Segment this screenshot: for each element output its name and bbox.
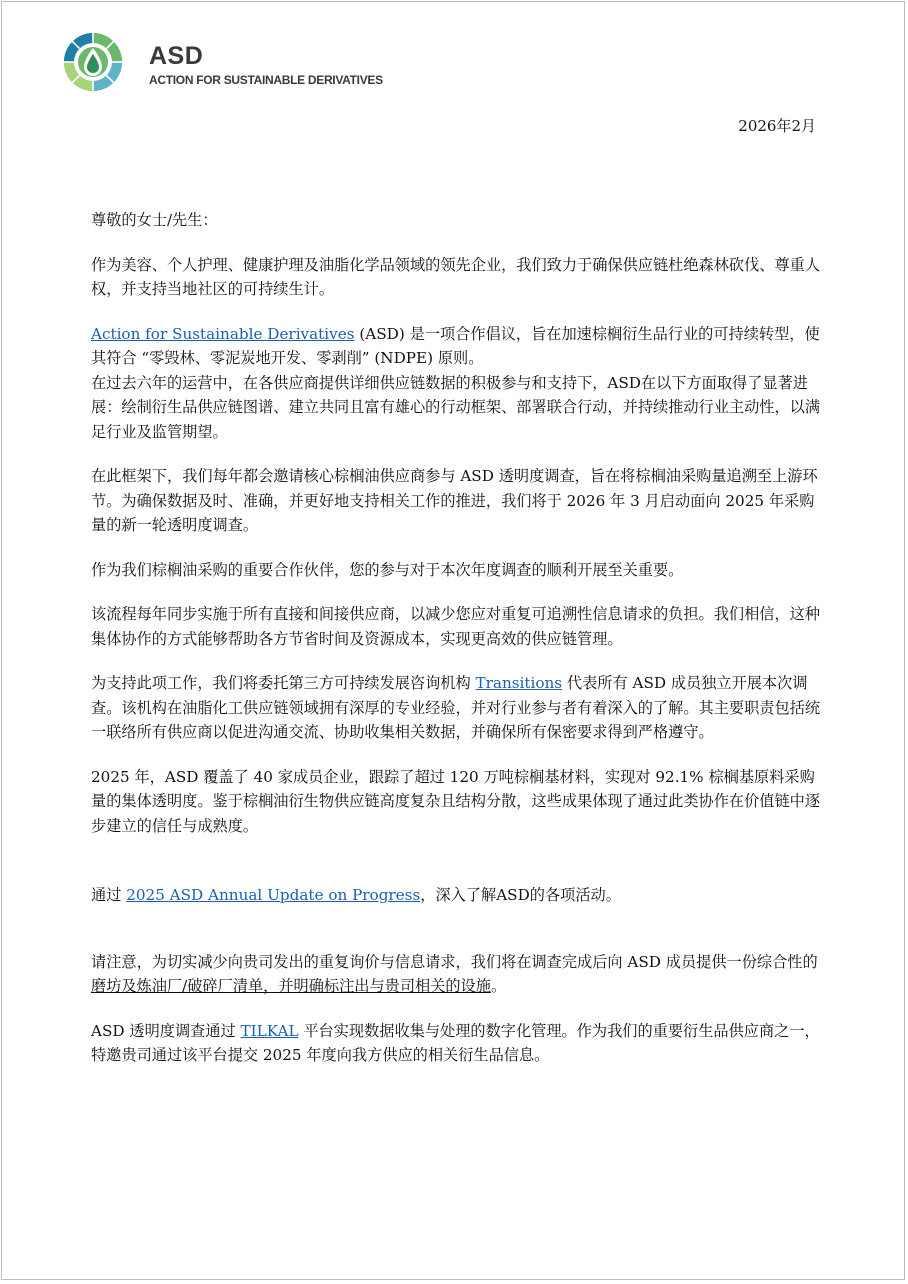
paragraph-text: 代表所有 ASD 成员独立开展本次调查。该机构在油脂化工供应链领域拥有深厚的专业经验，并对行业参与者有着深入的了解。其主要职责包括统一联络所有供应商以促进沟通交流、协助收集相关数据，并确保所有保密要求得到严格遵守。 [91, 674, 820, 741]
paragraph-text: 为支持此项工作，我们将委托第三方可持续发展咨询机构 [91, 674, 476, 692]
transitions-link[interactable]: Transitions [475, 674, 563, 692]
paragraph-intro: 作为美容、个人护理、健康护理及油脂化学品领域的领先企业，我们致力于确保供应链杜绝森林砍伐、尊重人权，并支持当地社区的可持续生计。 [91, 255, 820, 298]
logo-abbreviation: ASD [149, 42, 204, 70]
paragraph-partner-importance: 作为我们棕榈油采购的重要合作伙伴，您的参与对于本次年度调查的顺利开展至关重要。 [91, 560, 684, 579]
paragraph-transitions [91, 671, 824, 745]
paragraph-progress: 在过去六年的运营中，在各供应商提供详细供应链数据的积极参与和支持下，ASD在以下方面取得了显著进展：绘制衍生品供应链图谱、建立共同且富有雄心的行动框架、部署联合行动，并持续推动行业主动性，以满足行业及监管期望。 [91, 373, 820, 441]
annual-update-link[interactable]: 2025 ASD Annual Update on Progress [126, 886, 421, 904]
paragraph-asd-description [91, 322, 824, 371]
paragraph-text: ASD 透明度调查通过 [91, 1021, 241, 1040]
asd-website-link[interactable]: Action for Sustainable Derivatives [91, 324, 355, 343]
paragraph-survey-framework: 在此框架下，我们每年都会邀请核心棕榈油供应商参与 ASD 透明度调查，旨在将棕榈油采购量追溯至上游环节。为确保数据及时、准确，并更好地支持相关工作的推进，我们将于 2026 年 3 月启动面向 2025 年采购量的新一轮透明度调查。 [91, 467, 818, 534]
paragraph-annual-update [91, 883, 824, 908]
logo-full-name: ACTION FOR SUSTAINABLE DERIVATIVES [149, 73, 383, 87]
paragraph-text: (ASD) 是一项合作倡议，旨在加速棕榈衍生品行业的可持续转型，使其符合 “零毁林、零泥炭地开发、零剥削” (NDPE) 原则。 [91, 324, 820, 367]
tilkal-link[interactable]: TILKAL [240, 1021, 299, 1040]
paragraph-mill-list-notice [91, 950, 824, 999]
salutation: 尊敬的女士/先生： [91, 211, 218, 229]
letter-date: 2026年2月 [738, 117, 816, 135]
paragraph-text: ，深入了解ASD的各项活动。 [420, 886, 621, 904]
paragraph-2025-results: 2025 年，ASD 覆盖了 40 家成员企业，跟踪了超过 120 万吨棕榈基材料，实现对 92.1% 棕榈基原料采购量的集体透明度。鉴于棕榈油衍生物供应链高度复杂且结构分散，这些成果体现了通过此类协作在价值链中逐步建立的信任与成熟度。 [91, 767, 820, 835]
underlined-text: 磨坊及炼油厂/破碎厂清单，并明确标注出与贵司相关的设施 [91, 977, 491, 995]
asd-logo-icon [57, 32, 129, 92]
paragraph-text: 。 [491, 977, 507, 995]
paragraph-text: 请注意，为切实减少向贵司发出的重复询价与信息请求，我们将在调查完成后向 ASD 成员提供一份综合性的 [91, 952, 818, 971]
paragraph-tilkal-platform [91, 1019, 824, 1068]
paragraph-text: 通过 [91, 886, 127, 904]
letter-body [91, 208, 824, 1088]
letter-page [1, 1, 905, 1280]
paragraph-process: 该流程每年同步实施于所有直接和间接供应商，以减少您应对重复可追溯性信息请求的负担。我们相信，这种集体协作的方式能够帮助各方节省时间及资源成本，实现更高效的供应链管理。 [91, 605, 820, 648]
paragraph-text: 平台实现数据收集与处理的数字化管理。作为我们的重要衍生品供应商之一，特邀贵司通过该平台提交 2025 年度向我方供应的相关衍生品信息。 [91, 1021, 820, 1064]
